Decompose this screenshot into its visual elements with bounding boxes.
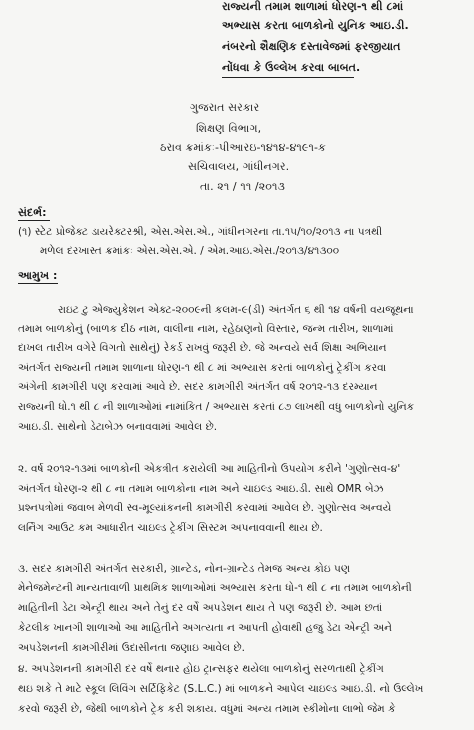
office-place: સચિવાલય, ગાંધીનગર.: [188, 160, 290, 173]
reference-underline: [18, 220, 50, 221]
paragraph-line: રાઇટ ટુ એજ્યુકેશન એક્ટ-૨૦૦૯ની કલમ-૯(ડી) અંતર્ગત ૬ થી ૧૪ વર્ષની વયજૂથના: [58, 304, 414, 316]
paragraph-line: પ્રશ્નપત્રોમાં જવાબ મેળવી સ્વ-મૂલ્યાંકનની કામગીરી કરવામાં આવેલ છે. ગુણોત્સવ અન્વયે: [18, 502, 392, 514]
reference-line-2: મળેલ દરખાસ્ત ક્રમાંકઃ એસ.એસ.એ. / એમ.આઇ.એસ./૨૦૧૩/૪૧૩૦૦: [40, 245, 340, 257]
resolution-number: ઠરાવ ક્રમાંકઃ-પીઆરઇ-૧૪૧૪-૪૧૯૧-ક: [160, 141, 326, 154]
paragraph-line: અંતર્ગત ધોરણ-૨ થી ૮ ના તમામ બાળકોના નામ અને ચાઇલ્ડ આઇ.ડી. સાથે OMR બેઝ: [18, 483, 384, 495]
paragraph-line: ૩. સદર કામગીરી અંતર્ગત સરકારી, ગ્રાન્ટેડ, નોન-ગ્રાન્ટેડ તેમજ અન્ય કોઇ પણ: [18, 563, 351, 575]
paragraph-line: ૨. વર્ષ ૨૦૧૨-૧૩માં બાળકોની એકત્રીત કરાયેલી આ માહિતીનો ઉપયોગ કરીને 'ગુણોત્સવ-૪': [18, 463, 401, 475]
subject-line-3: નંબરનો શૈક્ષણિક દસ્તાવેજમાં ફરજીયાત: [222, 40, 401, 53]
paragraph-line: અંગેની કામગીરી પણ કરવામાં આવે છે. સદર કામગીરી અંતર્ગત વર્ષ ૨૦૧૨-૧૩ દરમ્યાન: [18, 381, 378, 393]
paragraph-line: રાજ્યની ધો.૧ થી ૮ ની શાળાઓમાં નામાંકિત / અભ્યાસ કરતાં ૮૭ લાખથી વધુ બાળકોનો યુનિક: [18, 401, 415, 413]
paragraph-line: ૪. અપડેશનની કામગીરી દર વર્ષે થનાર હોઇ ટ્રાન્સફર થયેલા બાળકોનું સરળતાથી ટ્રેકીંગ: [18, 663, 384, 675]
paragraph-line: મેનેજમેન્ટની માન્યતાવાળી પ્રાથમિક શાળાઓમાં અભ્યાસ કરતા ધો-૧ થી ૮ ના તમામ બાળકોની: [18, 582, 412, 594]
paragraph-line: અંતર્ગત રાજ્યની તમામ શાળાના ધોરણ-૧ થી ૮ માં અભ્યાસ કરતાં બાળકોનું ટ્રેકીંગ કરવા: [18, 362, 387, 374]
paragraph-line: આઇ.ડી. સાથેનો ડેટાબેઝ બનાવવામાં આવેલ છે.: [18, 421, 218, 433]
paragraph-line: માહિતીની ડેટા એન્ટ્રી થાય અને તેનું દર વર્ષે અપડેશન થાય તે પણ જરૂરી છે. આમ છતાં: [18, 602, 383, 614]
subject-underline: [222, 77, 354, 78]
paragraph-line: લર્નિંગ આઉટ કમ આધારીત ચાઇલ્ડ ટ્રેકીંગ સિસ્ટમ અપનાવવાની થાય છે.: [18, 522, 323, 534]
preamble-label: આમુખ :: [18, 269, 58, 282]
reference-line-1: (૧) સ્ટેટ પ્રોજેક્ટ ડાયરેક્ટરશ્રી, એસ.એસ.એ., ગાંધીનગરના તા.૧૫/૧૦/૨૦૧૩ ના પત્રથી: [18, 226, 383, 238]
paragraph-line: અપડેશનની કામગીરીમાં ઉદાસીનતા જણાઇ આવેલ છે.: [18, 642, 246, 654]
paragraph-line: તમામ બાળકોનું (બાળક દીઠ નામ, વાલીના નામ, રહેઠાણનો વિસ્તાર, જન્મ તારીખ, શાળામાં: [18, 323, 394, 335]
subject-line-2: અભ્યાસ કરતા બાળકોનો યુનિક આઇ.ડી.: [222, 19, 409, 32]
department-name: શિક્ષણ વિભાગ,: [196, 122, 262, 135]
paragraph-line: દાખલ તારીખ વગેરે વિગતો સાથેનું) રેકર્ડ રાખવું જરૂરી છે. જે અન્વયે સર્વ શિક્ષા અભિયાન: [18, 342, 387, 354]
paragraph-line: કરવો જરૂરી છે, જેથી બાળકોને ટ્રેક કરી શકાય. વધુમાં અન્ય તમામ સ્કીમોના લાભો જેમ કે: [18, 703, 396, 715]
resolution-date: તા. ૨૧ / ૧૧ /૨૦૧૩: [200, 180, 285, 193]
reference-label: સંદર્ભ:: [18, 206, 47, 219]
govt-name: ગુજરાત સરકાર: [190, 101, 260, 114]
paragraph-line: થઇ શકે તે માટે સ્કૂલ લિવિંગ સર્ટિફિકેટ (S.L.C.) માં બાળકને આપેલ ચાઇલ્ડ આઇ.ડી. નો ઉલ્લેખ: [18, 683, 424, 695]
subject-line-1: રાજ્યની તમામ શાળામાં ધોરણ-૧ થી ૮માં: [222, 0, 404, 13]
paragraph-line: કેટલીક ખાનગી શાળાઓ આ માહિતીને અગત્યતા ન આપતી હોવાથી હજુ ડેટા એન્ટ્રી અને: [18, 622, 392, 634]
preamble-underline: [18, 283, 58, 284]
subject-line-4: નોંધવા કે ઉલ્લેખ કરવા બાબત.: [222, 61, 361, 74]
